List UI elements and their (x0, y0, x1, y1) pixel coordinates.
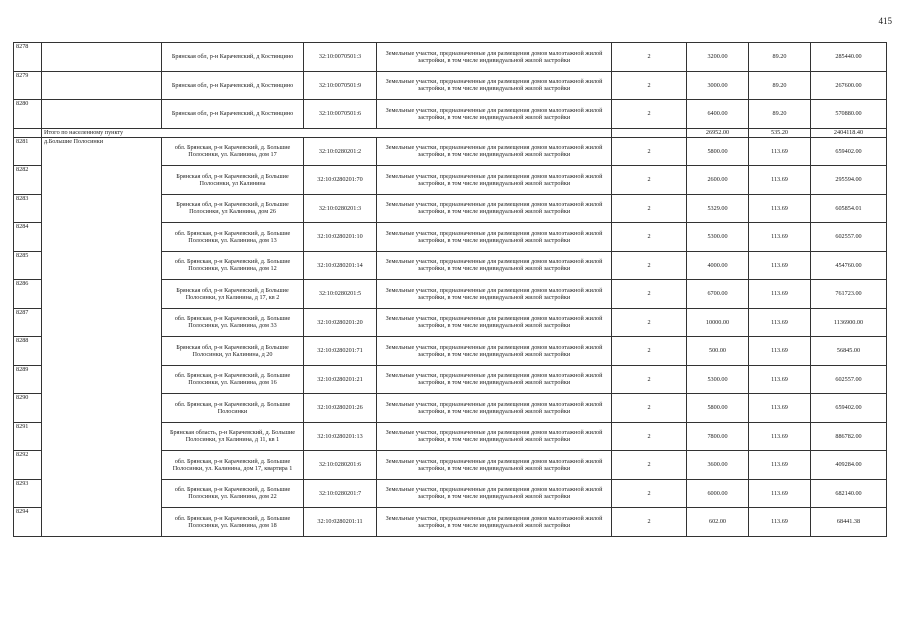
address-cell: Брянская обл, р-н Карачевский, д Большие Полосинки, ул Калинина, д 17, кв 2 (162, 280, 304, 309)
table-row (14, 71, 887, 100)
land-use-cell: Земельные участки, предназначенные для размещения домов малоэтажной жилой застройки, в том числе индивидуальной жилой застройки (377, 479, 612, 508)
cadastral-number-cell: 32:10:0070501:9 (304, 71, 377, 100)
land-use-cell: Земельные участки, предназначенные для размещения домов малоэтажной жилой застройки, в том числе индивидуальной жилой застройки (377, 337, 612, 366)
land-use-cell: Земельные участки, предназначенные для размещения домов малоэтажной жилой застройки, в том числе индивидуальной жилой застройки (377, 508, 612, 537)
group-cell: 2 (612, 223, 687, 252)
rate-cell: 113.69 (749, 337, 811, 366)
land-use-cell: Земельные участки, предназначенные для размещения домов малоэтажной жилой застройки, в том числе индивидуальной жилой застройки (377, 43, 612, 72)
area-cell: 10000.00 (687, 308, 749, 337)
area-cell: 602.00 (687, 508, 749, 537)
row-number-cell: 8282 (14, 166, 42, 195)
area-cell: 4000.00 (687, 251, 749, 280)
land-use-cell: Земельные участки, предназначенные для размещения домов малоэтажной жилой застройки, в том числе индивидуальной жилой застройки (377, 223, 612, 252)
group-cell: 2 (612, 194, 687, 223)
address-cell: обл. Брянская, р-н Карачевский, д. Большие Полосинки, ул. Калинина, дом 17 (162, 137, 304, 166)
address-cell: обл. Брянская, р-н Карачевский, д. Большие Полосинки, ул. Калинина, дом 12 (162, 251, 304, 280)
area-cell: 3600.00 (687, 451, 749, 480)
land-use-cell: Земельные участки, предназначенные для размещения домов малоэтажной жилой застройки, в том числе индивидуальной жилой застройки (377, 71, 612, 100)
cadastral-value-cell: 454760.00 (811, 251, 887, 280)
group-cell: 2 (612, 479, 687, 508)
row-number-cell: 8286 (14, 280, 42, 309)
group-cell: 2 (612, 100, 687, 129)
row-number-cell: 8290 (14, 394, 42, 423)
land-use-cell: Земельные участки, предназначенные для размещения домов малоэтажной жилой застройки, в том числе индивидуальной жилой застройки (377, 166, 612, 195)
cadastral-value-cell: 659402.00 (811, 137, 887, 166)
total-group-cell (612, 128, 687, 137)
cadastral-value-cell: 267600.00 (811, 71, 887, 100)
cadastral-number-cell: 32:10:0280201:10 (304, 223, 377, 252)
area-cell: 5800.00 (687, 137, 749, 166)
land-use-cell: Земельные участки, предназначенные для размещения домов малоэтажной жилой застройки, в том числе индивидуальной жилой застройки (377, 280, 612, 309)
rate-cell: 113.69 (749, 365, 811, 394)
table-row (14, 100, 887, 129)
group-cell: 2 (612, 71, 687, 100)
land-use-cell: Земельные участки, предназначенные для размещения домов малоэтажной жилой застройки, в том числе индивидуальной жилой застройки (377, 194, 612, 223)
rate-cell: 113.69 (749, 194, 811, 223)
row-number-cell: 8292 (14, 451, 42, 480)
cadastral-number-cell: 32:10:0070501:6 (304, 100, 377, 129)
table-row (14, 137, 887, 166)
settlement-cell (42, 100, 162, 129)
rate-cell: 89.20 (749, 43, 811, 72)
cadastral-value-cell: 605854.01 (811, 194, 887, 223)
row-number-cell: 8281 (14, 137, 42, 166)
area-cell: 6400.00 (687, 100, 749, 129)
cadastral-value-cell: 56845.00 (811, 337, 887, 366)
land-use-cell: Земельные участки, предназначенные для размещения домов малоэтажной жилой застройки, в том числе индивидуальной жилой застройки (377, 308, 612, 337)
area-cell: 3000.00 (687, 71, 749, 100)
rate-cell: 113.69 (749, 280, 811, 309)
total-row (14, 128, 887, 137)
group-cell: 2 (612, 451, 687, 480)
address-cell: Брянская обл, р-н Карачевский, д Большие Полосинки, ул Калинина (162, 166, 304, 195)
group-cell: 2 (612, 508, 687, 537)
land-use-cell: Земельные участки, предназначенные для размещения домов малоэтажной жилой застройки, в том числе индивидуальной жилой застройки (377, 251, 612, 280)
rate-cell: 113.69 (749, 251, 811, 280)
area-cell: 6700.00 (687, 280, 749, 309)
cadastral-number-cell: 32:10:0280201:11 (304, 508, 377, 537)
row-number-cell: 8293 (14, 479, 42, 508)
group-cell: 2 (612, 166, 687, 195)
cadastral-value-cell: 886782.00 (811, 422, 887, 451)
area-cell: 500.00 (687, 337, 749, 366)
rate-cell: 113.69 (749, 394, 811, 423)
cadastral-number-cell: 32:10:0280201:13 (304, 422, 377, 451)
row-number-cell: 8283 (14, 194, 42, 223)
cadastral-value-cell: 602557.00 (811, 223, 887, 252)
land-use-cell: Земельные участки, предназначенные для размещения домов малоэтажной жилой застройки, в том числе индивидуальной жилой застройки (377, 422, 612, 451)
area-cell: 3200.00 (687, 43, 749, 72)
row-number-cell: 8284 (14, 223, 42, 252)
settlement-cell (42, 71, 162, 100)
row-number-cell: 8291 (14, 422, 42, 451)
land-plots-table (13, 42, 887, 537)
group-cell: 2 (612, 43, 687, 72)
cadastral-value-cell: 602557.00 (811, 365, 887, 394)
address-cell: обл. Брянская, р-н Карачевский, д. Большие Полосинки, ул. Калинина, дом 16 (162, 365, 304, 394)
group-cell: 2 (612, 137, 687, 166)
cadastral-value-cell: 682140.00 (811, 479, 887, 508)
cadastral-value-cell: 295594.00 (811, 166, 887, 195)
total-empty-cell (14, 128, 42, 137)
cadastral-number-cell: 32:10:0280201:20 (304, 308, 377, 337)
address-cell: обл. Брянская, р-н Карачевский, д. Большие Полосинки, ул. Калинина, дом 17, квартира 1 (162, 451, 304, 480)
cadastral-number-cell: 32:10:0280201:6 (304, 451, 377, 480)
address-cell: обл. Брянская, р-н Карачевский, д. Большие Полосинки, ул. Калинина, дом 13 (162, 223, 304, 252)
address-cell: Брянская обл, р-н Карачевский, д Большие Полосинки, ул Калинина, д 20 (162, 337, 304, 366)
cadastral-number-cell: 32:10:0280201:70 (304, 166, 377, 195)
cadastral-number-cell: 32:10:0280201:26 (304, 394, 377, 423)
row-number-cell: 8289 (14, 365, 42, 394)
address-cell: обл. Брянская, р-н Карачевский, д. Большие Полосинки (162, 394, 304, 423)
cadastral-number-cell: 32:10:0280201:2 (304, 137, 377, 166)
cadastral-number-cell: 32:10:0280201:21 (304, 365, 377, 394)
land-use-cell: Земельные участки, предназначенные для размещения домов малоэтажной жилой застройки, в том числе индивидуальной жилой застройки (377, 100, 612, 129)
cadastral-number-cell: 32:10:0280201:5 (304, 280, 377, 309)
address-cell: Брянская область, р-н Карачевский, д. Большие Полосинки, ул Калинина, д 11, кв 1 (162, 422, 304, 451)
group-cell: 2 (612, 365, 687, 394)
cadastral-value-cell: 285440.00 (811, 43, 887, 72)
cadastral-number-cell: 32:10:0280201:3 (304, 194, 377, 223)
cadastral-value-cell: 1136900.00 (811, 308, 887, 337)
rate-cell: 113.69 (749, 508, 811, 537)
total-rate: 535.20 (749, 128, 811, 137)
area-cell: 5329.00 (687, 194, 749, 223)
land-use-cell: Земельные участки, предназначенные для размещения домов малоэтажной жилой застройки, в том числе индивидуальной жилой застройки (377, 451, 612, 480)
table-row (14, 43, 887, 72)
group-cell: 2 (612, 280, 687, 309)
address-cell: Брянская обл, р-н Карачевский, д Костинцино (162, 43, 304, 72)
page-number: 415 (878, 16, 892, 26)
area-cell: 5300.00 (687, 223, 749, 252)
row-number-cell: 8288 (14, 337, 42, 366)
cadastral-value-cell: 761723.00 (811, 280, 887, 309)
rate-cell: 89.20 (749, 71, 811, 100)
settlement-cell: д.Большие Полосинки (42, 137, 162, 536)
address-cell: Брянская обл, р-н Карачевский, д Костинцино (162, 100, 304, 129)
address-cell: Брянская обл, р-н Карачевский, д Костинцино (162, 71, 304, 100)
total-label: Итого по населенному пункту (42, 128, 612, 137)
land-use-cell: Земельные участки, предназначенные для размещения домов малоэтажной жилой застройки, в том числе индивидуальной жилой застройки (377, 394, 612, 423)
group-cell: 2 (612, 394, 687, 423)
address-cell: Брянская обл, р-н Карачевский, д Большие Полосинки, ул Калинина, дом 26 (162, 194, 304, 223)
row-number-cell: 8279 (14, 71, 42, 100)
rate-cell: 113.69 (749, 308, 811, 337)
cadastral-value-cell: 570880.00 (811, 100, 887, 129)
total-area: 26952.00 (687, 128, 749, 137)
rate-cell: 113.69 (749, 137, 811, 166)
row-number-cell: 8294 (14, 508, 42, 537)
land-use-cell: Земельные участки, предназначенные для размещения домов малоэтажной жилой застройки, в том числе индивидуальной жилой застройки (377, 137, 612, 166)
rate-cell: 113.69 (749, 479, 811, 508)
cadastral-number-cell: 32:10:0280201:7 (304, 479, 377, 508)
address-cell: обл. Брянская, р-н Карачевский, д. Большие Полосинки, ул. Калинина, дом 18 (162, 508, 304, 537)
row-number-cell: 8285 (14, 251, 42, 280)
rate-cell: 113.69 (749, 223, 811, 252)
row-number-cell: 8287 (14, 308, 42, 337)
cadastral-number-cell: 32:10:0280201:71 (304, 337, 377, 366)
row-number-cell: 8280 (14, 100, 42, 129)
group-cell: 2 (612, 251, 687, 280)
area-cell: 2600.00 (687, 166, 749, 195)
rate-cell: 113.69 (749, 422, 811, 451)
cadastral-value-cell: 68441.38 (811, 508, 887, 537)
area-cell: 6000.00 (687, 479, 749, 508)
cadastral-number-cell: 32:10:0070501:3 (304, 43, 377, 72)
cadastral-value-cell: 409284.00 (811, 451, 887, 480)
group-cell: 2 (612, 308, 687, 337)
cadastral-value-cell: 659402.00 (811, 394, 887, 423)
total-sum: 2404118.40 (811, 128, 887, 137)
area-cell: 7800.00 (687, 422, 749, 451)
group-cell: 2 (612, 337, 687, 366)
address-cell: обл. Брянская, р-н Карачевский, д. Большие Полосинки, ул. Калинина, дом 22 (162, 479, 304, 508)
cadastral-number-cell: 32:10:0280201:14 (304, 251, 377, 280)
area-cell: 5800.00 (687, 394, 749, 423)
group-cell: 2 (612, 422, 687, 451)
rate-cell: 113.69 (749, 166, 811, 195)
rate-cell: 113.69 (749, 451, 811, 480)
settlement-cell (42, 43, 162, 72)
land-use-cell: Земельные участки, предназначенные для размещения домов малоэтажной жилой застройки, в том числе индивидуальной жилой застройки (377, 365, 612, 394)
address-cell: обл. Брянская, р-н Карачевский, д. Большие Полосинки, ул. Калинина, дом 33 (162, 308, 304, 337)
area-cell: 5300.00 (687, 365, 749, 394)
rate-cell: 89.20 (749, 100, 811, 129)
row-number-cell: 8278 (14, 43, 42, 72)
